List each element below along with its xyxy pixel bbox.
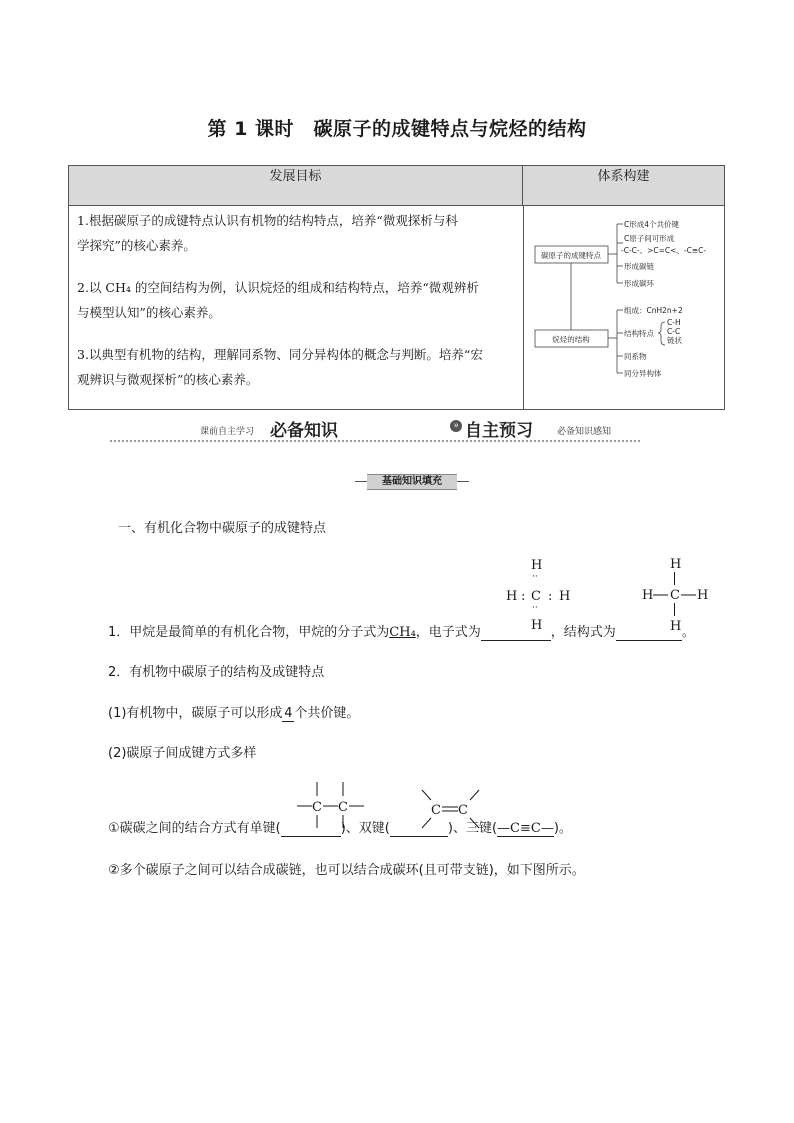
diagram-struct-item-1: C-H xyxy=(667,318,681,327)
section-tag-label: 基础知识填充 xyxy=(367,474,457,490)
section-tag xyxy=(355,474,470,490)
svg-text:H: H xyxy=(697,588,709,603)
section-heading-1: 一、有机化合物中碳原子的成键特点 xyxy=(118,521,327,536)
goal-3-line-2: 观辨识与微观探析”的核心素养。 xyxy=(77,372,259,387)
item-2-4: ②多个碳原子之间可以结合成碳链，也可以结合成碳环(且可带支链)，如下图所示。 xyxy=(108,863,585,878)
goal-2-line-1: 2.以 CH₄ 的空间结构为例，认识烷烃的组成和结构特点，培养“微观辨析 xyxy=(77,280,479,295)
table-divider xyxy=(523,206,524,409)
diagram-bottom-item-4: 同分异构体 xyxy=(624,369,662,378)
svg-text:H: H xyxy=(670,557,682,572)
electron-formula-blank xyxy=(481,625,551,641)
concept-diagram xyxy=(527,210,722,406)
banner-arrow-icon: » xyxy=(450,420,462,432)
svg-text:H: H xyxy=(642,588,654,603)
banner-right-caption: 必备知识感知 xyxy=(557,427,612,437)
goal-2-line-2: 与模型认知”的核心素养。 xyxy=(77,305,221,320)
goal-3 xyxy=(77,342,517,392)
diagram-box-bottom-label: 烷烃的结构 xyxy=(552,335,590,344)
diagram-top-item-3: -C-C-、>C=C<、-C≡C- xyxy=(621,246,707,255)
diagram-top-item-2: C原子间可形成 xyxy=(624,234,675,243)
svg-text:C: C xyxy=(338,800,348,815)
item-2: 2．有机物中碳原子的结构及成键特点 xyxy=(108,665,325,680)
diagram-top-item-5: 形成碳环 xyxy=(624,279,654,288)
table-header-goals: 发展目标 xyxy=(69,166,523,206)
svg-text:C: C xyxy=(458,803,468,818)
item-2-3: ①碳碳之间的结合方式有单键( )、双键( )、三键(—C≡C—)。 xyxy=(108,821,572,836)
goals-table xyxy=(68,165,725,410)
svg-text:C: C xyxy=(431,803,441,818)
banner-left-caption: 课前自主学习 xyxy=(200,427,255,437)
single-bond-blank xyxy=(281,821,341,837)
banner-title-left: 必备知识 xyxy=(270,421,338,441)
bond-count-blank: 4 xyxy=(284,706,293,721)
double-bond-blank xyxy=(390,821,448,837)
banner-dotted-line xyxy=(110,440,640,442)
diagram-top-item-1: C形成4个共价键 xyxy=(624,220,680,229)
banner-title-right: 自主预习 xyxy=(465,421,533,441)
diagram-bottom-item-3: 同系物 xyxy=(624,352,647,361)
svg-text:H: H xyxy=(670,619,682,633)
item-2-2: (2)碳原子间成键方式多样 xyxy=(108,746,257,761)
methane-electron-formula: H ·· H : C : H ·· H xyxy=(506,558,571,633)
item-2-1: (1)有机物中，碳原子可以形成 4 个共价键。 xyxy=(108,706,360,721)
diagram-top-item-4: 形成碳链 xyxy=(624,262,654,271)
diagram-bottom-item-1: 组成：CnH2n+2 xyxy=(624,306,683,315)
goal-1-line-2: 学探究”的核心素养。 xyxy=(77,238,196,253)
diagram-bottom-item-2: 结构特点 xyxy=(624,329,654,338)
section-banner xyxy=(110,416,640,444)
svg-text:C: C xyxy=(670,588,680,603)
page-title: 第 1 课时 碳原子的成键特点与烷烃的结构 xyxy=(207,118,587,140)
diagram-box-top-label: 碳原子的成键特点 xyxy=(541,251,601,260)
goal-1 xyxy=(77,208,517,258)
goal-3-line-1: 3.以典型有机物的结构，理解同系物、同分异构体的概念与判断。培养“宏 xyxy=(77,347,483,362)
goal-2 xyxy=(77,275,517,325)
goal-1-line-1: 1.根据碳原子的成键特点认识有机物的结构特点，培养“微观探析与科 xyxy=(77,213,458,228)
table-header-system: 体系构建 xyxy=(523,166,724,206)
svg-text:C: C xyxy=(312,800,322,815)
triple-bond-formula: —C≡C— xyxy=(497,821,554,836)
methane-formula: CH₄ xyxy=(389,625,416,640)
diagram-struct-item-3: 链状 xyxy=(667,336,682,345)
item-1: 1．甲烷是最简单的有机化合物，甲烷的分子式为CH₄，电子式为 ，结构式为 。 xyxy=(108,625,695,640)
structural-formula-blank xyxy=(616,625,682,641)
diagram-struct-item-2: C-C xyxy=(667,327,681,336)
